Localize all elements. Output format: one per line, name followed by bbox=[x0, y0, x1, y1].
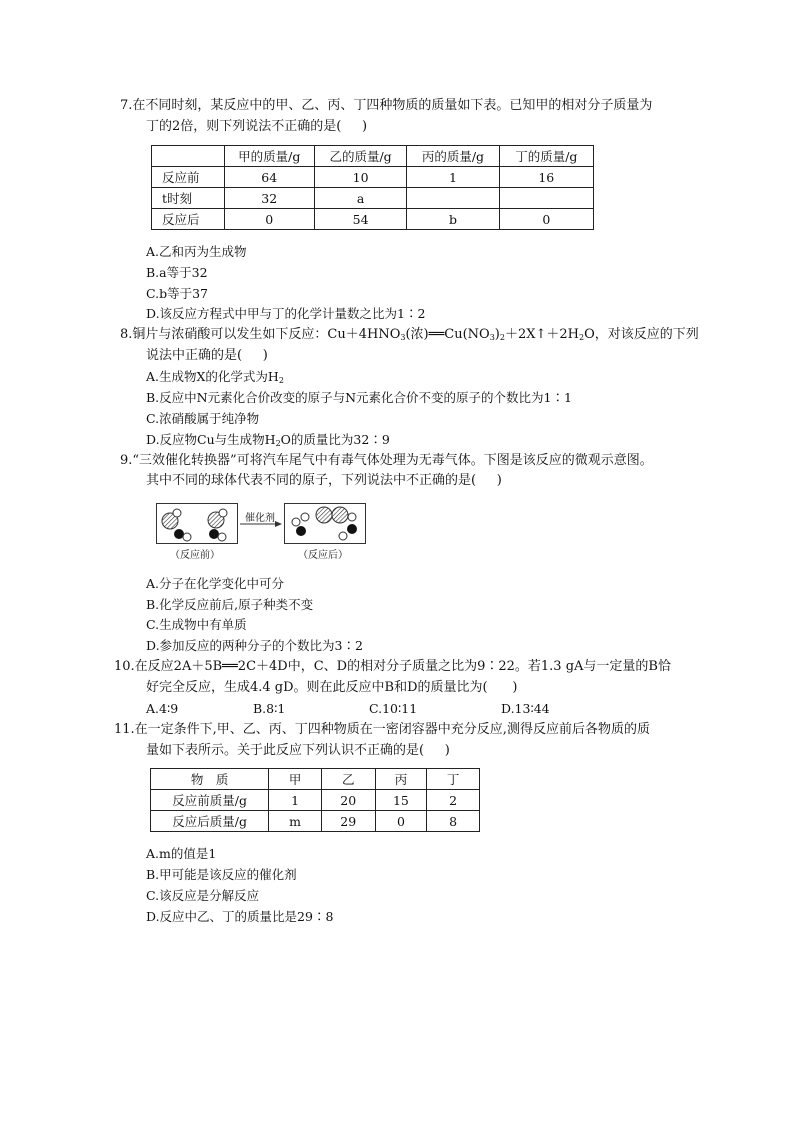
table-cell: a bbox=[314, 188, 406, 209]
table-header-row bbox=[152, 146, 594, 167]
q8-option-d-text: D.反应物Cu与生成物H bbox=[146, 432, 276, 447]
q9-stem-line2: 其中不同的球体代表不同的原子，下列说法中不正确的是( ) bbox=[146, 473, 502, 488]
q11-option-d: D.反应中乙、丁的质量比是29∶8 bbox=[146, 909, 334, 924]
q11-option-c: C.该反应是分解反应 bbox=[146, 888, 260, 903]
q10-option-c: C.10∶11 bbox=[369, 701, 418, 716]
subscript: 3 bbox=[400, 333, 406, 342]
table-cell: 8 bbox=[427, 811, 480, 832]
table-cell: 1 bbox=[407, 167, 499, 188]
table-cell: 15 bbox=[375, 790, 427, 811]
molecule-icon bbox=[208, 509, 227, 528]
subscript: 2 bbox=[278, 376, 284, 385]
diagram-after-box bbox=[284, 503, 366, 544]
table-cell: t时刻 bbox=[152, 188, 225, 209]
table-row bbox=[152, 209, 594, 230]
q7-option-b: B.a等于32 bbox=[146, 265, 208, 280]
q8-option-c: C.浓硝酸属于纯净物 bbox=[146, 411, 260, 426]
q11-stem-line1: 11.在一定条件下,甲、乙、丙、丁四种物质在一密闭容器中充分反应,测得反应前后各物质的质 bbox=[114, 722, 650, 737]
q7-option-d: D.该反应方程式中甲与丁的化学计量数之比为1∶2 bbox=[146, 306, 426, 321]
table-cell: 0 bbox=[224, 209, 314, 230]
subscript: 2 bbox=[579, 333, 585, 342]
table-row bbox=[151, 811, 480, 832]
table-cell bbox=[407, 188, 499, 209]
diagram-before-box bbox=[156, 503, 238, 544]
subscript: 2 bbox=[275, 439, 281, 448]
table-cell: 甲的质量/g bbox=[224, 146, 314, 167]
q8-option-b: B.反应中N元素化合价改变的原子与N元素化合价不变的原子的个数比为1∶1 bbox=[146, 390, 572, 405]
caption-before: （反应前） bbox=[170, 550, 220, 561]
molecule-icon bbox=[209, 529, 226, 541]
table-cell: 0 bbox=[499, 209, 593, 230]
q10-stem-line1: 10.在反应2A＋5B══2C＋4D中，C、D的相对分子质量之比为9∶22。若1.3 gA与一定量的B恰 bbox=[114, 659, 671, 674]
table-cell: 丁的质量/g bbox=[499, 146, 593, 167]
q11-option-b: B.甲可能是该反应的催化剂 bbox=[146, 867, 297, 882]
q7-table bbox=[151, 145, 594, 230]
table-row bbox=[151, 790, 480, 811]
table-row bbox=[152, 167, 594, 188]
catalyst-label: 催化剂 bbox=[245, 513, 275, 524]
q10-option-b: B.8∶1 bbox=[253, 701, 286, 716]
q8-option-d bbox=[146, 432, 390, 452]
q8-stem-line2: 说法中正确的是( ) bbox=[146, 348, 268, 363]
molecule-diagram-after bbox=[285, 504, 365, 543]
table-cell: 甲 bbox=[269, 769, 322, 790]
q10-stem-line2: 好完全反应，生成4.4 gD。则在此反应中B和D的质量比为( ) bbox=[146, 680, 518, 695]
table-cell: 32 bbox=[224, 188, 314, 209]
q8-option-a bbox=[146, 369, 284, 389]
q11-option-a: A.m的值是1 bbox=[146, 846, 217, 861]
q8-stem-text: ＋2X↑＋2H bbox=[504, 327, 579, 342]
table-header-row bbox=[151, 769, 480, 790]
arrow-icon bbox=[240, 520, 282, 528]
table-cell: 16 bbox=[499, 167, 593, 188]
caption-after: （反应后） bbox=[298, 550, 348, 561]
q10-option-a: A.4∶9 bbox=[146, 701, 179, 716]
table-cell: 10 bbox=[314, 167, 406, 188]
molecule-icon bbox=[316, 507, 348, 523]
table-cell: 1 bbox=[269, 790, 322, 811]
molecule-icon bbox=[174, 529, 191, 541]
q8-option-a-text: A.生成物X的化学式为H bbox=[146, 369, 279, 384]
table-cell: 29 bbox=[321, 811, 375, 832]
q8-stem-text: O，对该反应的下列 bbox=[584, 327, 699, 342]
table-cell: 反应后质量/g bbox=[151, 811, 269, 832]
table-cell: 20 bbox=[321, 790, 375, 811]
q9-option-d: D.参加反应的两种分子的个数比为3∶2 bbox=[146, 638, 363, 653]
q8-stem-text: ) bbox=[494, 327, 500, 342]
subscript: 3 bbox=[489, 333, 495, 342]
table-cell: 54 bbox=[314, 209, 406, 230]
q9-option-a: A.分子在化学变化中可分 bbox=[146, 576, 285, 591]
q11-table bbox=[150, 768, 480, 832]
q7-option-a: A.乙和丙为生成物 bbox=[146, 244, 247, 259]
q8-stem-text: (浓)══Cu(NO bbox=[405, 327, 490, 342]
q8-stem-line1 bbox=[120, 327, 699, 346]
q7-stem-line1: 7.在不同时刻，某反应中的甲、乙、丙、丁四种物质的质量如下表。已知甲的相对分子质量为 bbox=[120, 98, 653, 113]
q11-stem-line2: 量如下表所示。关于此反应下列认识不正确的是( ) bbox=[146, 743, 450, 758]
table-cell: 0 bbox=[375, 811, 427, 832]
q7-option-c: C.b等于37 bbox=[146, 286, 208, 301]
molecule-icon bbox=[162, 509, 181, 529]
q9-stem-line1: 9.“三效催化转换器”可将汽车尾气中有毒气体处理为无毒气体。下图是该反应的微观示意图。 bbox=[120, 453, 653, 468]
table-cell: 2 bbox=[427, 790, 480, 811]
table-cell: 丙的质量/g bbox=[407, 146, 499, 167]
q10-option-d: D.13∶44 bbox=[501, 701, 550, 716]
molecule-icon bbox=[292, 513, 309, 536]
table-cell: 乙的质量/g bbox=[314, 146, 406, 167]
molecule-diagram-before bbox=[157, 504, 237, 543]
q9-option-c: C.生成物中有单质 bbox=[146, 617, 247, 632]
table-cell bbox=[499, 188, 593, 209]
q9-option-b: B.化学反应前后,原子种类不变 bbox=[146, 597, 314, 612]
table-cell: 丁 bbox=[427, 769, 480, 790]
table-cell: b bbox=[407, 209, 499, 230]
table-cell: 丙 bbox=[375, 769, 427, 790]
table-cell: 反应前 bbox=[152, 167, 225, 188]
table-cell: 反应前质量/g bbox=[151, 790, 269, 811]
table-cell: m bbox=[269, 811, 322, 832]
table-cell: 64 bbox=[224, 167, 314, 188]
q7-stem-line2: 丁的2倍，则下列说法不正确的是( ) bbox=[146, 119, 368, 134]
table-cell: 物 质 bbox=[151, 769, 269, 790]
table-cell bbox=[152, 146, 225, 167]
q8-stem-text: 8.铜片与浓硝酸可以发生如下反应：Cu＋4HNO bbox=[120, 327, 401, 342]
table-row bbox=[152, 188, 594, 209]
table-cell: 乙 bbox=[321, 769, 375, 790]
table-cell: 反应后 bbox=[152, 209, 225, 230]
subscript: 2 bbox=[499, 333, 505, 342]
q8-option-d-text: O的质量比为32∶9 bbox=[280, 432, 390, 447]
